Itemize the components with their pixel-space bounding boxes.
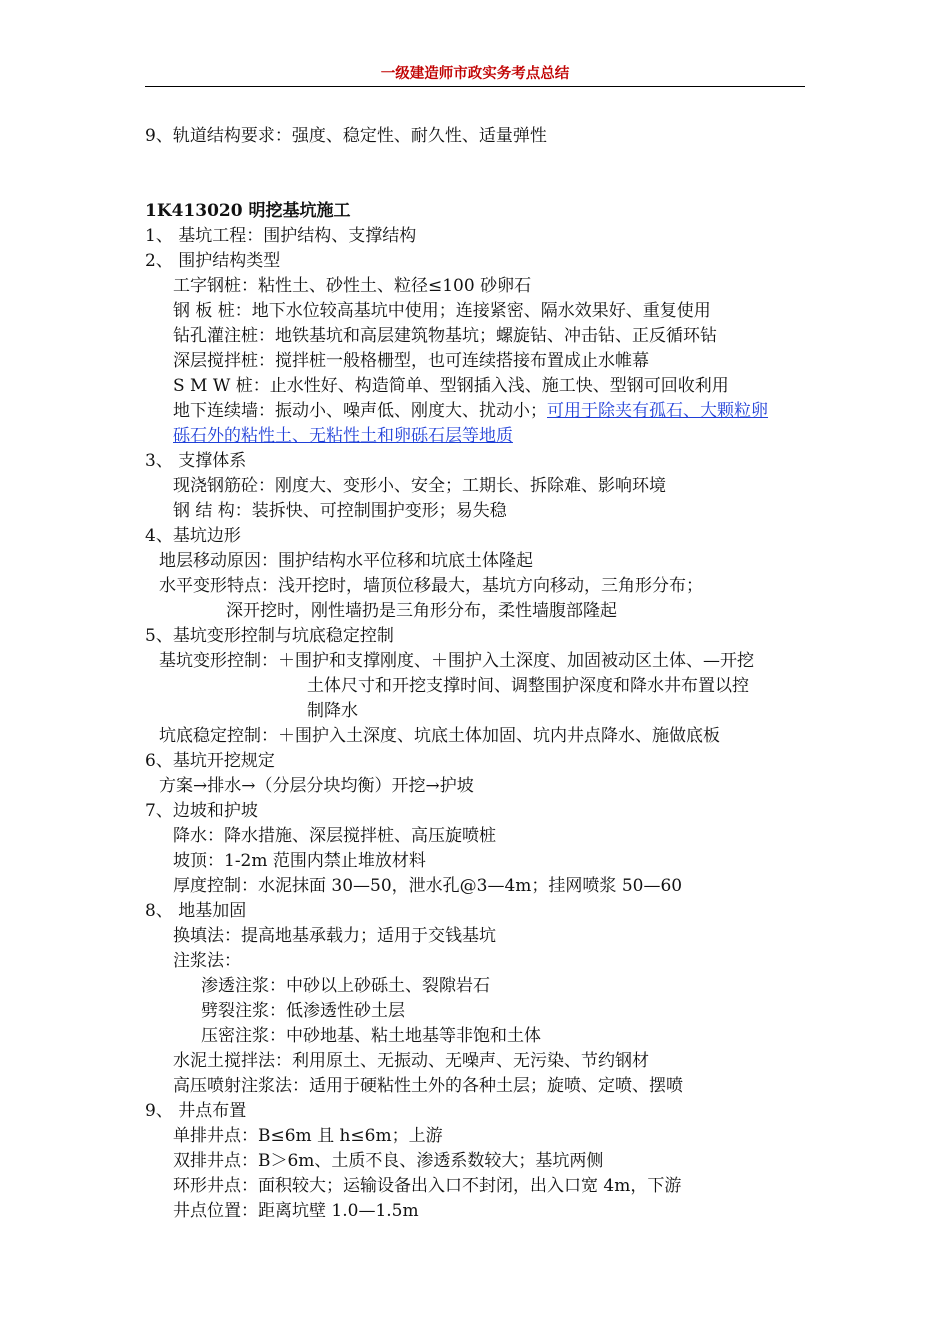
item-4-3: 深开挖时，刚性墙扔是三角形分布，柔性墙腹部隆起 [226, 601, 617, 621]
item-7-1: 降水：降水措施、深层搅拌桩、高压旋喷桩 [173, 826, 496, 846]
item-3-1: 现浇钢筋砼：刚度大、变形小、安全；工期长、拆除难、影响环境 [173, 476, 666, 496]
hyperlink-text-1[interactable]: 可用于除夹有孤石、大颗粒卵 [547, 401, 768, 421]
item-4-1: 地层移动原因：围护结构水平位移和坑底土体隆起 [159, 551, 533, 571]
section-title: 1K413020 明挖基坑施工 [145, 201, 351, 221]
item-7-3: 厚度控制：水泥抹面 30—50，泄水孔@3—4m；挂网喷浆 50—60 [173, 876, 683, 896]
item-2-1: 工字钢桩：粘性土、砂性土、粒径≤100 砂卵石 [173, 276, 532, 296]
page-header-title: 一级建造师市政实务考点总结 [380, 66, 570, 82]
item-5: 5、基坑变形控制与坑底稳定控制 [145, 626, 394, 646]
item-8-2-1: 渗透注浆：中砂以上砂砾土、裂隙岩石 [201, 976, 490, 996]
item-3-2: 钢 结 构：装拆快、可控制围护变形；易失稳 [173, 501, 507, 521]
header-divider [145, 86, 805, 87]
item-2-5: S M W 桩：止水性好、构造简单、型钢插入浅、施工快、型钢可回收利用 [173, 376, 729, 396]
item-5-2: 坑底稳定控制：＋围护入土深度、坑底土体加固、坑内井点降水、施做底板 [159, 726, 720, 746]
item-4: 4、基坑边形 [145, 526, 241, 546]
item-8-2-3: 压密注浆：中砂地基、粘土地基等非饱和土体 [201, 1026, 541, 1046]
item-2: 2、 围护结构类型 [145, 251, 281, 271]
item-5-1-cont: 土体尺寸和开挖支撑时间、调整围护深度和降水井布置以控 [307, 676, 749, 696]
item-1: 1、 基坑工程：围护结构、支撑结构 [145, 226, 417, 246]
item-6: 6、基坑开挖规定 [145, 751, 275, 771]
item-2-6 [173, 399, 768, 424]
item-7: 7、边坡和护坡 [145, 801, 258, 821]
hyperlink-text-2[interactable]: 砾石外的粘性土、无粘性土和卵砾石层等地质 [173, 426, 513, 446]
item-2-6-text: 地下连续墙：振动小、噪声低、刚度大、扰动小； [173, 401, 547, 421]
item-2-6-cont [173, 424, 513, 449]
item-8-4: 高压喷射注浆法：适用于硬粘性土外的各种土层；旋喷、定喷、摆喷 [173, 1076, 683, 1096]
intro-line: 9、轨道结构要求：强度、稳定性、耐久性、适量弹性 [145, 126, 547, 146]
item-4-2: 水平变形特点：浅开挖时，墙顶位移最大，基坑方向移动，三角形分布； [159, 576, 703, 596]
item-3: 3、 支撑体系 [145, 451, 247, 471]
item-2-4: 深层搅拌桩：搅拌桩一般格栅型，也可连续搭接布置成止水帷幕 [173, 351, 649, 371]
item-8-2: 注浆法： [173, 951, 241, 971]
item-8-1: 换填法：提高地基承载力；适用于交钱基坑 [173, 926, 496, 946]
item-8-2-2: 劈裂注浆：低渗透性砂土层 [201, 1001, 405, 1021]
item-9-2: 双排井点：B＞6m、土质不良、渗透系数较大；基坑两侧 [173, 1151, 604, 1171]
item-5-1-cont2: 制降水 [307, 701, 358, 721]
item-8: 8、 地基加固 [145, 901, 247, 921]
item-9-3: 环形井点：面积较大；运输设备出入口不封闭，出入口宽 4m，下游 [173, 1176, 682, 1196]
item-9-4: 井点位置：距离坑壁 1.0—1.5m [173, 1201, 419, 1221]
item-5-1: 基坑变形控制：＋围护和支撑刚度、＋围护入土深度、加固被动区土体、—开挖 [159, 651, 754, 671]
item-7-2: 坡顶：1-2m 范围内禁止堆放材料 [173, 851, 426, 871]
item-9: 9、 井点布置 [145, 1101, 247, 1121]
item-8-3: 水泥土搅拌法：利用原土、无振动、无噪声、无污染、节约钢材 [173, 1051, 649, 1071]
item-9-1: 单排井点：B≤6m 且 h≤6m；上游 [173, 1126, 443, 1146]
item-2-2: 钢 板 桩：地下水位较高基坑中使用；连接紧密、隔水效果好、重复使用 [173, 301, 711, 321]
item-6-1: 方案→排水→（分层分块均衡）开挖→护坡 [159, 776, 474, 796]
item-2-3: 钻孔灌注桩：地铁基坑和高层建筑物基坑；螺旋钻、冲击钻、正反循环钻 [173, 326, 717, 346]
